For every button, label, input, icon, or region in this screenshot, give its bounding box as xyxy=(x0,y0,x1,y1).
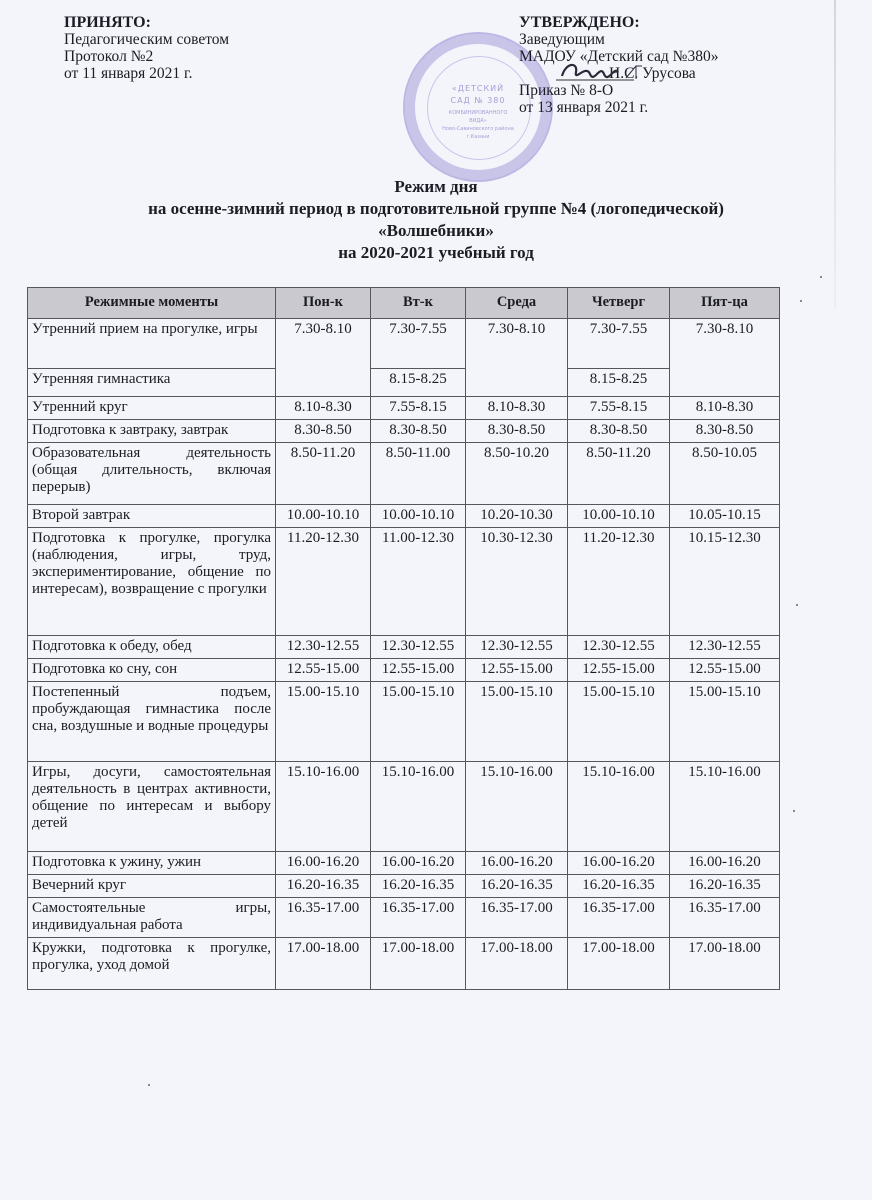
approved-line: МАДОУ «Детский сад №380» xyxy=(519,48,719,65)
time-cell: 10.00-10.10 xyxy=(276,505,371,528)
time-cell: 7.30-8.10 xyxy=(466,319,568,397)
approved-line: Заведующим xyxy=(519,31,605,48)
header-friday: Пят-ца xyxy=(670,288,780,319)
time-cell: 12.55-15.00 xyxy=(371,659,466,682)
time-cell: 12.55-15.00 xyxy=(568,659,670,682)
time-cell: 15.10-16.00 xyxy=(276,762,371,852)
time-cell: 16.20-16.35 xyxy=(276,875,371,898)
table-row xyxy=(28,319,780,369)
approved-title: УТВЕРЖДЕНО: xyxy=(519,14,640,31)
header-wednesday: Среда xyxy=(466,288,568,319)
moment-cell: Игры, досуги, самостоятельная деятельность в центрах активности, общение по интересам и выбору детей xyxy=(28,762,276,852)
time-cell: 16.35-17.00 xyxy=(371,898,466,938)
group-name: «Волшебники» xyxy=(378,221,494,240)
signature-name: Н.С. Урусова xyxy=(609,65,696,82)
time-cell: 10.15-12.30 xyxy=(670,528,780,636)
approved-line: от 13 января 2021 г. xyxy=(519,99,649,116)
accepted-title: ПРИНЯТО: xyxy=(64,14,151,31)
time-cell: 8.50-11.20 xyxy=(568,443,670,505)
time-cell: 16.20-16.35 xyxy=(371,875,466,898)
moment-cell: Образовательная деятельность (общая длительность, включая перерыв) xyxy=(28,443,276,505)
table-row xyxy=(28,528,780,636)
time-cell: 7.30-7.55 xyxy=(568,319,670,369)
accepted-block xyxy=(64,14,229,82)
time-cell: 15.00-15.10 xyxy=(568,682,670,762)
stamp-text: ВИДА» xyxy=(469,118,487,124)
time-cell: 12.30-12.55 xyxy=(276,636,371,659)
time-cell: 15.10-16.00 xyxy=(568,762,670,852)
time-cell: 8.30-8.50 xyxy=(276,420,371,443)
time-cell: 17.00-18.00 xyxy=(568,938,670,990)
moment-cell: Подготовка к прогулке, прогулка (наблюдения, игры, труд, экспериментирование, общение по интересам), возвращение с прогулки xyxy=(28,528,276,636)
time-cell: 8.15-8.25 xyxy=(371,369,466,397)
time-cell: 11.20-12.30 xyxy=(568,528,670,636)
document-title: Режим дня xyxy=(394,177,478,196)
time-cell: 7.30-8.10 xyxy=(670,319,780,397)
school-year: на 2020-2021 учебный год xyxy=(338,243,534,262)
time-cell: 15.00-15.10 xyxy=(276,682,371,762)
time-cell: 16.20-16.35 xyxy=(466,875,568,898)
moment-cell: Подготовка ко сну, сон xyxy=(28,659,276,682)
moment-cell: Утренний прием на прогулке, игры xyxy=(28,319,276,369)
time-cell: 12.55-15.00 xyxy=(276,659,371,682)
time-cell: 12.30-12.55 xyxy=(466,636,568,659)
time-cell: 16.00-16.20 xyxy=(568,852,670,875)
header-thursday: Четверг xyxy=(568,288,670,319)
header-tuesday: Вт-к xyxy=(371,288,466,319)
table-row xyxy=(28,852,780,875)
time-cell: 16.00-16.20 xyxy=(276,852,371,875)
table-header-row xyxy=(28,288,780,319)
time-cell: 12.55-15.00 xyxy=(466,659,568,682)
stamp-text: г.Казани xyxy=(466,134,490,140)
time-cell: 10.00-10.10 xyxy=(371,505,466,528)
table-row xyxy=(28,938,780,990)
table-row xyxy=(28,875,780,898)
moment-cell: Подготовка к обеду, обед xyxy=(28,636,276,659)
time-cell: 16.00-16.20 xyxy=(371,852,466,875)
accepted-line: Протокол №2 xyxy=(64,48,154,65)
time-cell: 10.20-10.30 xyxy=(466,505,568,528)
time-cell: 7.30-8.10 xyxy=(276,319,371,397)
time-cell: 8.50-11.00 xyxy=(371,443,466,505)
document-subtitle: на осенне-зимний период в подготовительной группе №4 (логопедической) xyxy=(148,199,724,218)
moment-cell: Второй завтрак xyxy=(28,505,276,528)
moment-cell: Утренняя гимнастика xyxy=(28,369,276,397)
time-cell: 12.30-12.55 xyxy=(568,636,670,659)
table-row xyxy=(28,369,780,397)
moment-cell: Утренний круг xyxy=(28,397,276,420)
time-cell: 8.10-8.30 xyxy=(466,397,568,420)
daily-schedule-table xyxy=(27,287,780,990)
stamp-text: САД № 380 xyxy=(450,96,506,105)
time-cell: 16.35-17.00 xyxy=(276,898,371,938)
time-cell: 15.10-16.00 xyxy=(466,762,568,852)
time-cell: 15.00-15.10 xyxy=(371,682,466,762)
table-row xyxy=(28,762,780,852)
moment-cell: Постепенный подъем, пробуждающая гимнастика после сна, воздушные и водные процедуры xyxy=(28,682,276,762)
time-cell: 16.35-17.00 xyxy=(568,898,670,938)
time-cell: 17.00-18.00 xyxy=(276,938,371,990)
table-row xyxy=(28,420,780,443)
time-cell: 11.00-12.30 xyxy=(371,528,466,636)
time-cell: 15.10-16.00 xyxy=(371,762,466,852)
table-row xyxy=(28,443,780,505)
time-cell: 16.20-16.35 xyxy=(670,875,780,898)
time-cell: 15.00-15.10 xyxy=(670,682,780,762)
time-cell: 15.00-15.10 xyxy=(466,682,568,762)
time-cell: 7.55-8.15 xyxy=(371,397,466,420)
stamp-text: КОМБИНИРОВАННОГО xyxy=(448,110,508,116)
moment-cell: Вечерний круг xyxy=(28,875,276,898)
time-cell: 17.00-18.00 xyxy=(466,938,568,990)
header-monday: Пон-к xyxy=(276,288,371,319)
time-cell: 8.10-8.30 xyxy=(276,397,371,420)
moment-cell: Подготовка к завтраку, завтрак xyxy=(28,420,276,443)
moment-cell: Подготовка к ужину, ужин xyxy=(28,852,276,875)
table-row xyxy=(28,659,780,682)
scan-speck xyxy=(796,604,798,606)
time-cell: 16.35-17.00 xyxy=(670,898,780,938)
table-row xyxy=(28,505,780,528)
time-cell: 8.30-8.50 xyxy=(670,420,780,443)
time-cell: 8.15-8.25 xyxy=(568,369,670,397)
time-cell: 8.50-10.05 xyxy=(670,443,780,505)
table-row xyxy=(28,682,780,762)
stamp-text: «ДЕТСКИЙ xyxy=(451,84,505,93)
approved-line: Приказ № 8-О xyxy=(519,82,614,99)
header-moments: Режимные моменты xyxy=(28,288,276,319)
time-cell: 16.20-16.35 xyxy=(568,875,670,898)
table-row xyxy=(28,898,780,938)
time-cell: 17.00-18.00 xyxy=(371,938,466,990)
time-cell: 11.20-12.30 xyxy=(276,528,371,636)
stamp-text: Ново-Савиновского района xyxy=(442,126,514,132)
scan-speck xyxy=(820,276,822,278)
time-cell: 8.50-11.20 xyxy=(276,443,371,505)
time-cell: 7.55-8.15 xyxy=(568,397,670,420)
document-title-block xyxy=(0,176,872,264)
stamp-inner-ring xyxy=(427,56,531,160)
time-cell: 8.30-8.50 xyxy=(466,420,568,443)
time-cell: 10.30-12.30 xyxy=(466,528,568,636)
time-cell: 7.30-7.55 xyxy=(371,319,466,369)
time-cell: 15.10-16.00 xyxy=(670,762,780,852)
scan-speck xyxy=(793,810,795,812)
time-cell: 10.05-10.15 xyxy=(670,505,780,528)
time-cell: 8.30-8.50 xyxy=(568,420,670,443)
time-cell: 8.30-8.50 xyxy=(371,420,466,443)
moment-cell: Кружки, подготовка к прогулке, прогулка, уход домой xyxy=(28,938,276,990)
scan-speck xyxy=(800,300,802,302)
scan-speck xyxy=(148,1084,150,1086)
moment-cell: Самостоятельные игры, индивидуальная работа xyxy=(28,898,276,938)
time-cell: 12.30-12.55 xyxy=(670,636,780,659)
table-row xyxy=(28,636,780,659)
accepted-line: Педагогическим советом xyxy=(64,31,230,48)
signature-icon xyxy=(556,60,646,82)
time-cell: 12.55-15.00 xyxy=(670,659,780,682)
time-cell: 8.10-8.30 xyxy=(670,397,780,420)
table-row xyxy=(28,397,780,420)
time-cell: 16.00-16.20 xyxy=(466,852,568,875)
time-cell: 10.00-10.10 xyxy=(568,505,670,528)
time-cell: 16.35-17.00 xyxy=(466,898,568,938)
accepted-line: от 11 января 2021 г. xyxy=(64,65,193,82)
time-cell: 12.30-12.55 xyxy=(371,636,466,659)
time-cell: 17.00-18.00 xyxy=(670,938,780,990)
time-cell: 16.00-16.20 xyxy=(670,852,780,875)
time-cell: 8.50-10.20 xyxy=(466,443,568,505)
